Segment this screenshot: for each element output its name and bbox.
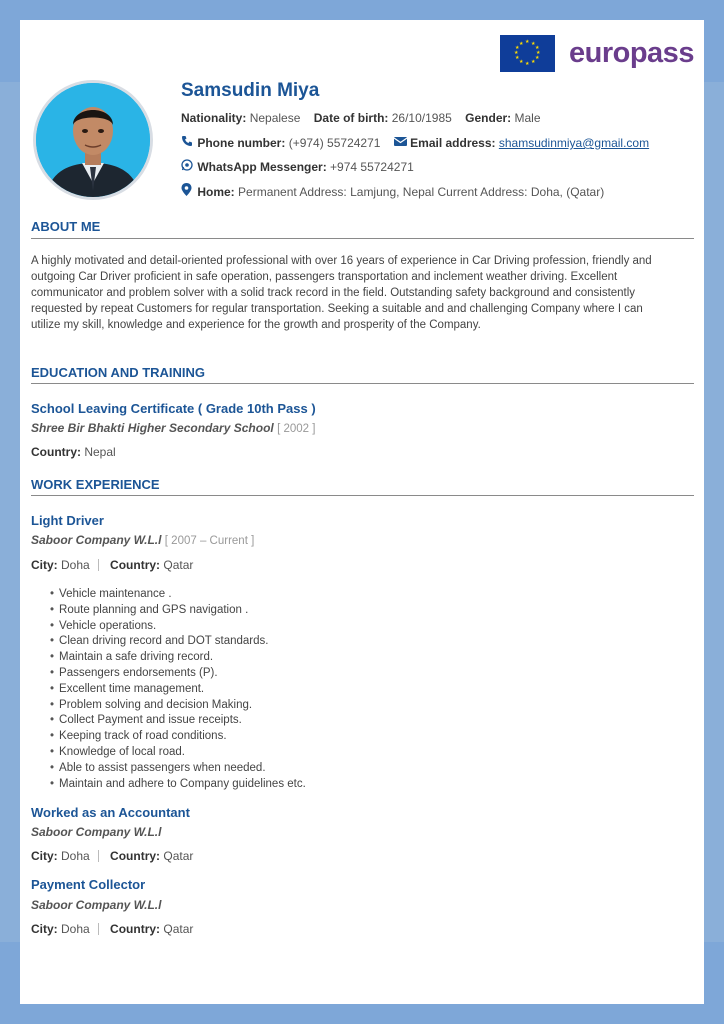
list-item: • Knowledge of local road.: [50, 745, 306, 761]
gender-value: Male: [514, 111, 541, 125]
work-entry-title: Light Driver: [31, 513, 104, 528]
whatsapp-label: WhatsApp Messenger:: [197, 160, 327, 174]
education-entry-location: [31, 445, 116, 459]
location-pin-icon: [181, 183, 194, 199]
country-label: Country:: [110, 849, 161, 863]
city-label: City:: [31, 849, 58, 863]
country-label: Country:: [110, 558, 161, 572]
about-text: A highly motivated and detail-oriented professional with over 16 years of experience in Car Driving profession, friendly and outgoing Car Driver proficient in safe operation, passengers transportation and inclement weather driving. Excellent communicator and problem solver with a solid track record in the field. Outstanding safety background and consistently requested by repeat Customers for regular transportation. Seeking a suitable and and challenging Company where I can utilize my skill, knowledge and experience for the growth and prosperity of the Company.: [31, 255, 652, 331]
whatsapp-icon: [181, 159, 194, 174]
list-item: • Able to assist passengers when needed.: [50, 761, 306, 777]
work-heading: WORK EXPERIENCE: [31, 477, 160, 492]
dob-label: Date of birth:: [313, 111, 389, 125]
work-entry-location: [31, 922, 193, 936]
list-item: • Clean driving record and DOT standards.: [50, 634, 306, 650]
gender-label: Gender:: [465, 111, 512, 125]
email-label: Email address:: [410, 136, 496, 150]
nationality-label: Nationality:: [181, 111, 247, 125]
about-divider: [31, 238, 694, 239]
whatsapp-row: [181, 159, 414, 174]
about-heading: ABOUT ME: [31, 219, 101, 234]
contact-row: [181, 135, 649, 150]
education-entry-title: School Leaving Certificate ( Grade 10th Pass ): [31, 401, 316, 416]
education-heading: EDUCATION AND TRAINING: [31, 365, 206, 380]
list-item: • Vehicle operations.: [50, 619, 306, 635]
list-item: • Keeping track of road conditions.: [50, 729, 306, 745]
home-row: [181, 183, 604, 199]
work-entry-location: [31, 558, 193, 572]
duties-list: [50, 587, 306, 792]
work-entry-company: Saboor Company W.L.l: [31, 898, 162, 912]
work-entry-title: Payment Collector: [31, 877, 146, 892]
work-entry-location: [31, 849, 193, 863]
city-value: Doha: [61, 558, 90, 572]
home-value: Permanent Address: Lamjung, Nepal Current Address: Doha, (Qatar): [238, 185, 605, 199]
home-label: Home:: [197, 185, 235, 199]
work-entry-title: Worked as an Accountant: [31, 805, 190, 820]
education-divider: [31, 383, 694, 384]
phone-value: (+974) 55724271: [288, 136, 381, 150]
education-date: [ 2002 ]: [277, 423, 316, 435]
europass-logo: [500, 35, 694, 72]
work-entry-company: Saboor Company W.L.l: [31, 825, 162, 839]
work-date: [ 2007 – Current ]: [164, 535, 255, 547]
list-item: • Excellent time management.: [50, 682, 306, 698]
city-value: Doha: [61, 849, 90, 863]
email-link[interactable]: shamsudinmiya@gmail.com: [498, 136, 650, 150]
person-name: Samsudin Miya: [181, 80, 320, 101]
phone-icon: [181, 135, 194, 150]
list-item: • Maintain a safe driving record.: [50, 650, 306, 666]
country-label: Country:: [31, 445, 81, 459]
work-entry-company: [31, 533, 254, 547]
country-value: Qatar: [163, 849, 194, 863]
list-item: • Problem solving and decision Making.: [50, 698, 306, 714]
country-value: Qatar: [163, 922, 194, 936]
phone-label: Phone number:: [197, 136, 286, 150]
country-value: Qatar: [163, 558, 194, 572]
city-label: City:: [31, 558, 58, 572]
nationality-value: Nepalese: [249, 111, 301, 125]
city-label: City:: [31, 922, 58, 936]
country-value: Nepal: [84, 445, 116, 459]
list-item: • Passengers endorsements (P).: [50, 666, 306, 682]
list-item: • Vehicle maintenance .: [50, 587, 306, 603]
personal-details-row: [181, 111, 541, 125]
list-item: • Maintain and adhere to Company guidelines etc.: [50, 777, 306, 793]
school-name: Shree Bir Bhakti Higher Secondary School: [31, 421, 274, 435]
work-divider: [31, 495, 694, 496]
city-value: Doha: [61, 922, 90, 936]
list-item: • Route planning and GPS navigation .: [50, 603, 306, 619]
country-label: Country:: [110, 922, 161, 936]
dob-value: 26/10/1985: [391, 111, 452, 125]
company-name: Saboor Company W.L.l: [31, 533, 162, 547]
whatsapp-value: +974 55724271: [330, 160, 414, 174]
envelope-icon: [394, 136, 407, 150]
list-item: • Collect Payment and issue receipts.: [50, 713, 306, 729]
profile-photo: [33, 80, 153, 200]
cv-page: [20, 20, 704, 1004]
eu-flag-icon: ★ ★ ★ ★ ★ ★ ★ ★ ★ ★ ★ ★: [500, 35, 555, 72]
europass-wordmark: europass: [569, 37, 694, 69]
education-entry-school: [31, 421, 315, 435]
